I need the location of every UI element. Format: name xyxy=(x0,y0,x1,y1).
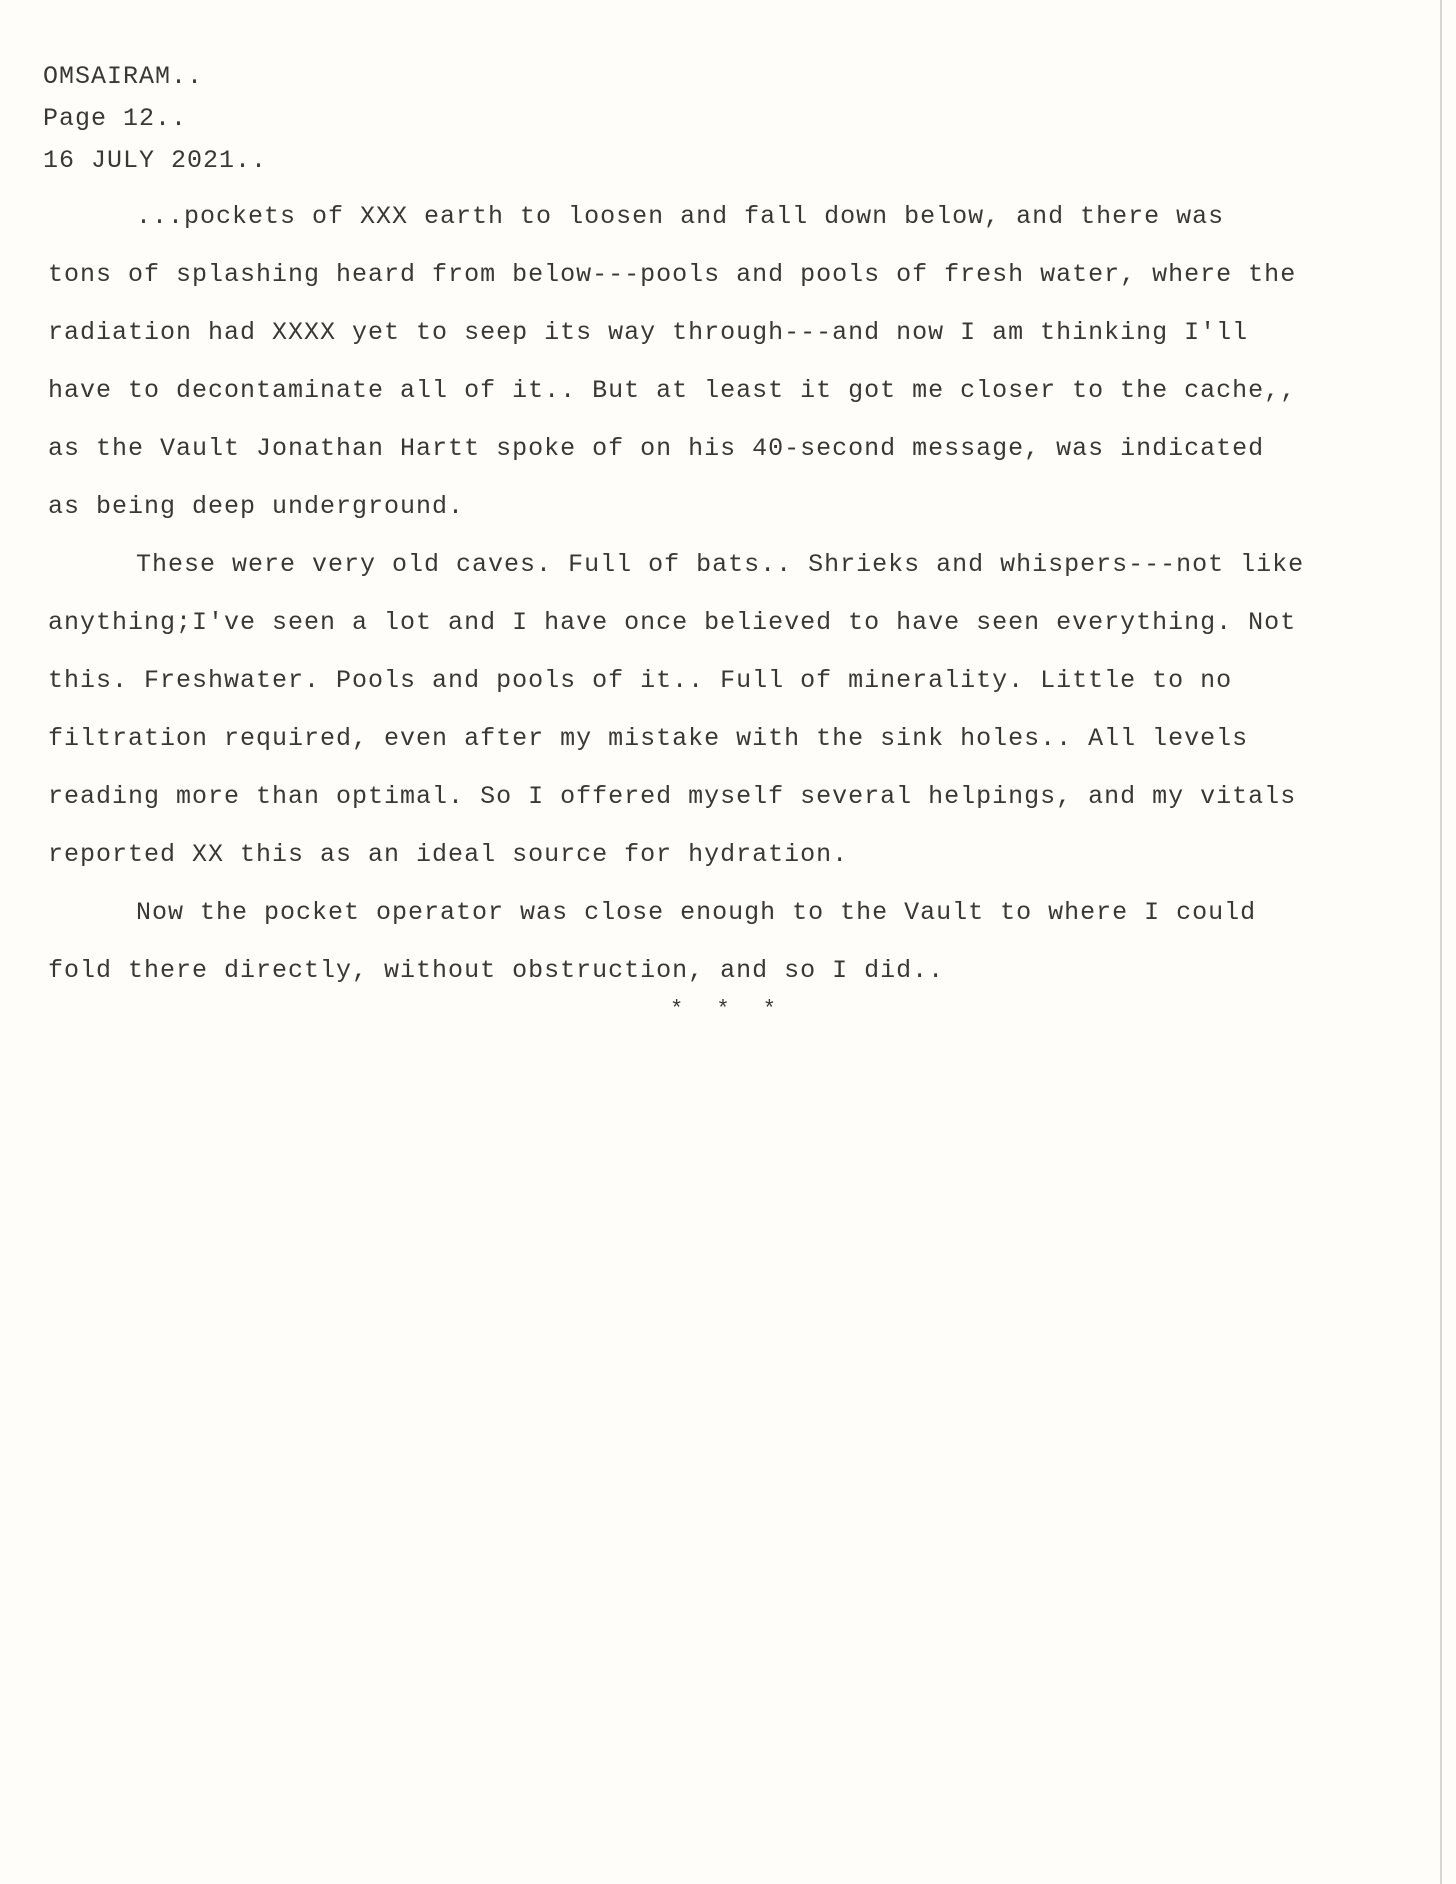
page-header xyxy=(43,56,267,182)
header-date: 16 JULY 2021.. xyxy=(43,146,268,175)
page-edge xyxy=(1440,0,1442,1884)
section-separator: * * * xyxy=(669,997,786,1022)
paragraph-1-line-6: as being deep underground. xyxy=(48,492,465,521)
paragraph-2-line-2: anything;I've seen a lot and I have once believed to have seen everything. Not xyxy=(48,608,1297,637)
paragraph-3-line-2: fold there directly, without obstruction, and so I did.. xyxy=(48,956,945,985)
paragraph-2-line-5: reading more than optimal. So I offered myself several helpings, and my vitals xyxy=(48,782,1297,811)
paragraph-2-line-1: These were very old caves. Full of bats.. Shrieks and whispers---not like xyxy=(136,550,1305,579)
paragraph-2-line-4: filtration required, even after my mistake with the sink holes.. All levels xyxy=(48,724,1249,753)
paragraph-3-line-1: Now the pocket operator was close enough to the Vault to where I could xyxy=(136,898,1257,927)
paragraph-1-line-5: as the Vault Jonathan Hartt spoke of on his 40-second message, was indicated xyxy=(48,434,1265,463)
paragraph-1-line-1: ...pockets of XXX earth to loosen and fall down below, and there was xyxy=(136,202,1225,231)
header-page-number: Page 12.. xyxy=(43,104,188,133)
paragraph-2-line-6: reported XX this as an ideal source for hydration. xyxy=(48,840,849,869)
paragraph-1-line-2: tons of splashing heard from below---pools and pools of fresh water, where the xyxy=(48,260,1297,289)
paragraph-2-line-3: this. Freshwater. Pools and pools of it.. Full of minerality. Little to no xyxy=(48,666,1233,695)
body-text xyxy=(48,188,1408,1000)
paragraph-1-line-3: radiation had XXXX yet to seep its way through---and now I am thinking I'll xyxy=(48,318,1249,347)
paragraph-1-line-4: have to decontaminate all of it.. But at least it got me closer to the cache,, xyxy=(48,376,1297,405)
header-title: OMSAIRAM.. xyxy=(43,62,204,91)
